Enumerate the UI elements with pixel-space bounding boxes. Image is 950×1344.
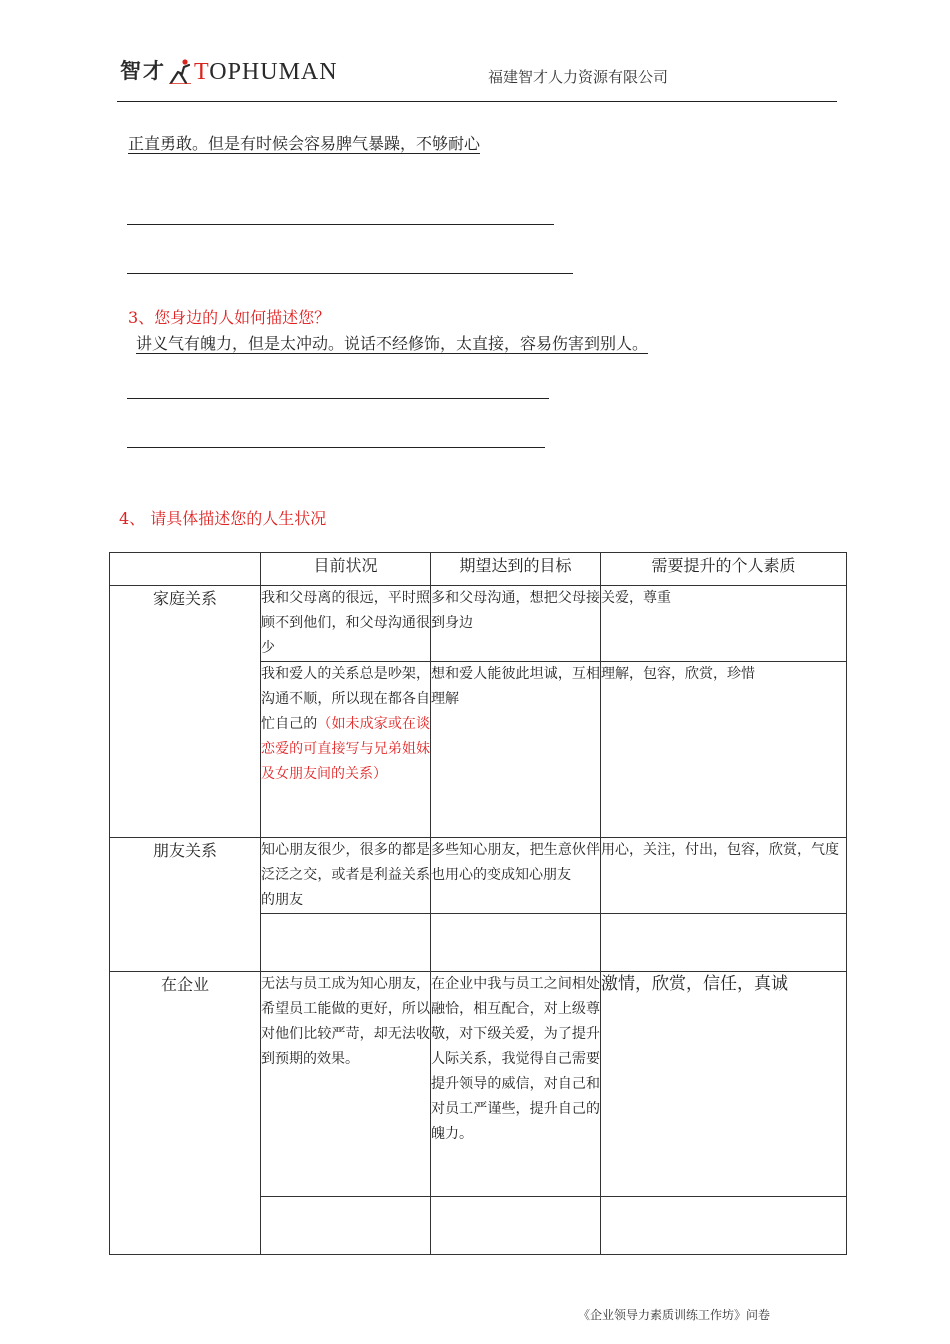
table-row — [110, 972, 847, 1197]
table-corner-cell — [110, 553, 261, 586]
instruction-note: （如未成家或在谈恋爱的可直接写与兄弟姐妹及女朋友间的关系） — [261, 716, 431, 782]
table-cell: 关爱，尊重 — [601, 586, 847, 662]
table-cell: 知心朋友很少，很多的都是泛泛之交，或者是利益关系的朋友 — [261, 838, 431, 914]
blank-line — [127, 224, 554, 225]
table-cell: 多和父母沟通，想把父母接到身边 — [431, 586, 601, 662]
table-cell: 我和爱人的关系总是吵架，沟通不顺，所以现在都各自忙自己的（如未成家或在谈恋爱的可直接写与兄弟姐妹及女朋友间的关系） — [261, 662, 431, 838]
table-cell: 想和爱人能彼此坦诚，互相理解 — [431, 662, 601, 838]
empty-cell — [431, 914, 601, 972]
empty-cell — [261, 1197, 431, 1255]
column-header: 需要提升的个人素质 — [601, 553, 847, 586]
table-cell: 我和父母离的很远，平时照顾不到他们，和父母沟通很少 — [261, 586, 431, 662]
row-label-enterprise: 在企业 — [110, 972, 261, 1255]
empty-cell — [431, 1197, 601, 1255]
table-cell: 无法与员工成为知心朋友，希望员工能做的更好，所以对他们比较严苛，却无法收到预期的效果。 — [261, 972, 431, 1197]
table-cell: 在企业中我与员工之间相处融恰，相互配合，对上级尊敬，对下级关爱，为了提升人际关系，我觉得自己需要提升领导的威信，对自己和对员工严谨些，提升自己的魄力。 — [431, 972, 601, 1197]
table-header-row — [110, 553, 847, 586]
table-cell: 用心，关注，付出，包容，欣赏，气度 — [601, 838, 847, 914]
blank-line — [127, 273, 573, 274]
empty-cell — [261, 914, 431, 972]
empty-cell — [601, 1197, 847, 1255]
column-header: 目前状况 — [261, 553, 431, 586]
question-3: 3、您身边的人如何描述您？ — [128, 308, 331, 327]
blank-line — [127, 398, 549, 399]
table-cell: 理解，包容，欣赏，珍惜 — [601, 662, 847, 838]
company-name: 福建智才人力资源有限公司 — [488, 68, 669, 86]
logo-english-text: TOPHUMAN — [194, 59, 338, 85]
row-label-friends: 朋友关系 — [110, 838, 261, 972]
logo-chinese-text: 智才 — [120, 59, 166, 83]
company-logo — [120, 55, 338, 85]
table-row — [110, 586, 847, 662]
column-header: 期望达到的目标 — [431, 553, 601, 586]
row-label-family: 家庭关系 — [110, 586, 261, 838]
header-divider — [117, 101, 837, 102]
table-cell: 多些知心朋友，把生意伙伴也用心的变成知心朋友 — [431, 838, 601, 914]
page-footer: 《企业领导力素质训练工作坊》问卷 — [578, 1308, 771, 1322]
answer-section2: 正直勇敢。但是有时候会容易脾气暴躁，不够耐心 — [128, 134, 481, 153]
table-row — [110, 838, 847, 914]
blank-line — [127, 447, 545, 448]
answer-section3: 讲义气有魄力，但是太冲动。说话不经修饰，太直接，容易伤害到别人。 — [136, 334, 649, 353]
table-cell: 激情，欣赏，信任，真诚 — [601, 972, 847, 1197]
empty-cell — [601, 914, 847, 972]
life-status-table — [109, 552, 847, 1255]
question-4: 4、 请具体描述您的人生状况 — [119, 509, 327, 528]
running-person-icon — [168, 58, 192, 84]
